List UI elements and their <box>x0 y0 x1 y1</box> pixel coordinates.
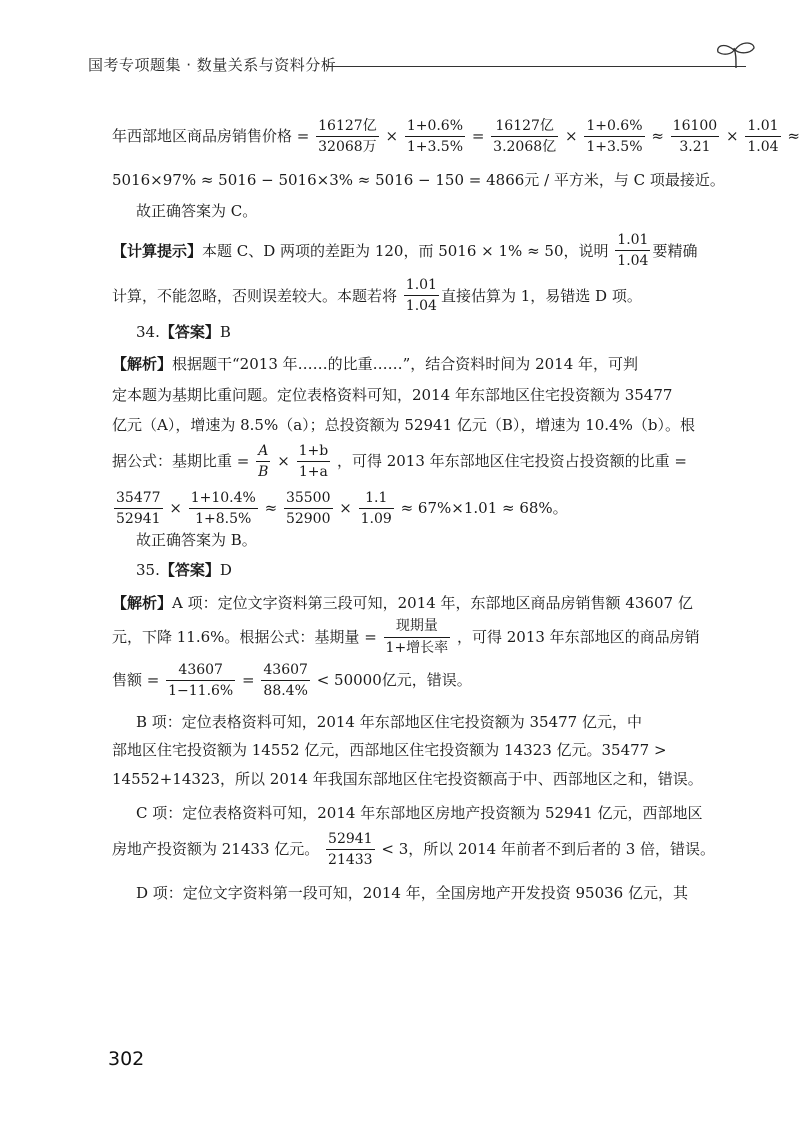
text-run: 年西部地区商品房销售价格 = <box>112 127 310 146</box>
text-line: 14552+14323，所以 2014 年我国东部地区住宅投资额高于中、西部地区之和，错误。 <box>112 769 703 788</box>
fraction: $\frac{52941}{21433}$ <box>328 830 373 868</box>
header-title: 国考专项题集 · 数量关系与资料分析 <box>88 56 337 74</box>
text-line: 亿元（A），增速为 8.5%（a）；总投资额为 52941 亿元（B），增速为 10.4%（b）。根 <box>112 416 695 435</box>
fraction: $\frac{35500}{52900}$ <box>285 489 331 527</box>
question-number: 34. <box>136 322 160 341</box>
fraction: $\frac{43607}{88.4\%}$ <box>263 661 308 699</box>
text-line: 故正确答案为 B。 <box>136 530 257 549</box>
text-run: ，可得 2013 年东部地区住宅投资占投资额的比重 = <box>336 451 688 470</box>
fraction: $\frac{1.01}{1.04}$ <box>405 277 437 315</box>
text-line: 故正确答案为 C。 <box>136 201 258 220</box>
answer-35-heading <box>112 559 700 582</box>
text-run: 据公式：基期比重 = <box>112 451 250 470</box>
text-run: 要精确 <box>652 241 698 260</box>
text-run: 本题 C、D 两项的差距为 120，而 5016 × 1% ≈ 50，说明 <box>202 241 609 260</box>
answer-tag: 【答案】 <box>159 322 220 341</box>
text-line: D 项：定位文字资料第一段可知，2014 年，全国房地产开发投资 95036 亿元，其 <box>136 884 688 902</box>
formula-line <box>112 443 700 480</box>
text-run: 根据题干“2013 年……的比重……”，结合资料时间为 2014 年，可判 <box>172 355 639 374</box>
text-run: 房地产投资额为 21433 亿元。 <box>112 840 320 859</box>
text-run: < 3，所以 2014 年前者不到后者的 3 倍，错误。 <box>381 840 716 859</box>
fraction: $\frac{\text{现期量}}{\text{1+增长率}}$ <box>385 618 449 656</box>
tip-tag: 【计算提示】 <box>112 241 203 260</box>
operator: ≈ <box>787 127 800 146</box>
formula-line <box>112 662 700 699</box>
text-run: < 50000亿元，错误。 <box>316 670 472 689</box>
fraction: $\frac{43607}{1-11.6\%}$ <box>168 661 234 699</box>
analysis-34 <box>112 353 700 376</box>
operator: = <box>471 127 485 146</box>
text-line: 部地区住宅投资额为 14552 亿元，西部地区住宅投资额为 14323 亿元。35477 > <box>112 741 667 760</box>
formula-line <box>112 830 716 868</box>
text-run: 元，下降 11.6%。根据公式：基期量 = <box>112 627 377 646</box>
analysis-35 <box>112 592 700 615</box>
operator: = <box>242 670 255 689</box>
leaf-sprout-icon <box>714 38 758 74</box>
analysis-tag: 【解析】 <box>112 355 173 374</box>
answer-letter: B <box>219 322 231 341</box>
text-line: C 项：定位表格资料可知，2014 年东部地区房地产投资额为 52941 亿元，西部地区 <box>136 804 703 823</box>
operator: × <box>339 499 352 518</box>
calculation-tip <box>112 232 700 269</box>
operator: × <box>277 451 290 470</box>
fraction: $\frac{16100}{3.21}$ <box>672 118 718 156</box>
text-line: B 项：定位表格资料可知，2014 年东部地区住宅投资额为 35477 亿元，中 <box>136 712 642 731</box>
operator: × <box>564 127 578 146</box>
fraction: $\frac{\text{16127亿}}{\text{3.2068亿}}$ <box>493 118 557 156</box>
fraction: $\frac{1+0.6\%}{1+3.5\%}$ <box>586 118 643 156</box>
text-run: ，可得 2013 年东部地区的商品房销 <box>456 627 700 646</box>
text-line <box>112 277 700 314</box>
answer-tag: 【答案】 <box>159 561 220 580</box>
text-run: A 项：定位文字资料第三段可知，2014 年，东部地区商品房销售额 43607 亿 <box>172 593 693 612</box>
text-line: 5016×97% ≈ 5016 − 5016×3% ≈ 5016 − 150 = 4866元 / 平方米，与 C 项最接近。 <box>112 171 725 190</box>
operator: × <box>169 499 182 518</box>
fraction: $\frac{\text{16127亿}}{\text{32068万}}$ <box>318 118 377 156</box>
fraction: $\frac{1.1}{1.09}$ <box>360 489 392 527</box>
text-line: 定本题为基期比重问题。定位表格资料可知，2014 年东部地区住宅投资额为 35477 <box>112 385 673 404</box>
text-run: 计算，不能忽略，否则误差较大。本题若将 <box>112 286 398 305</box>
fraction: $\frac{1+10.4\%}{1+8.5\%}$ <box>190 489 256 527</box>
text-run: 直接估算为 1，易错选 D 项。 <box>440 286 642 305</box>
price-calculation-line <box>112 118 800 156</box>
formula-line <box>112 490 700 527</box>
text-run: 售额 = <box>112 670 160 689</box>
operator: × <box>385 127 399 146</box>
fraction: $\frac{1.01}{1.04}$ <box>747 118 779 156</box>
answer-letter: D <box>219 561 232 580</box>
fraction: $\frac{1.01}{1.04}$ <box>617 232 649 270</box>
running-header <box>78 38 728 78</box>
page-number: 302 <box>108 1048 145 1070</box>
operator: × <box>726 127 739 146</box>
answer-explanations <box>112 118 800 902</box>
text-run: ≈ 67%×1.01 ≈ 68%。 <box>400 499 568 518</box>
fraction: $\frac{A}{B}$ <box>258 442 269 480</box>
question-number: 35. <box>136 561 160 580</box>
fraction: $\frac{35477}{52941}$ <box>116 489 161 527</box>
header-rule <box>326 66 746 67</box>
fraction: $\frac{1+0.6\%}{1+3.5\%}$ <box>406 118 464 156</box>
analysis-tag: 【解析】 <box>112 593 173 612</box>
operator: ≈ <box>651 127 664 146</box>
formula-line <box>112 618 700 655</box>
answer-34-heading <box>112 321 700 344</box>
operator: ≈ <box>264 499 278 518</box>
fraction: $\frac{1+b}{1+a}$ <box>298 442 329 480</box>
